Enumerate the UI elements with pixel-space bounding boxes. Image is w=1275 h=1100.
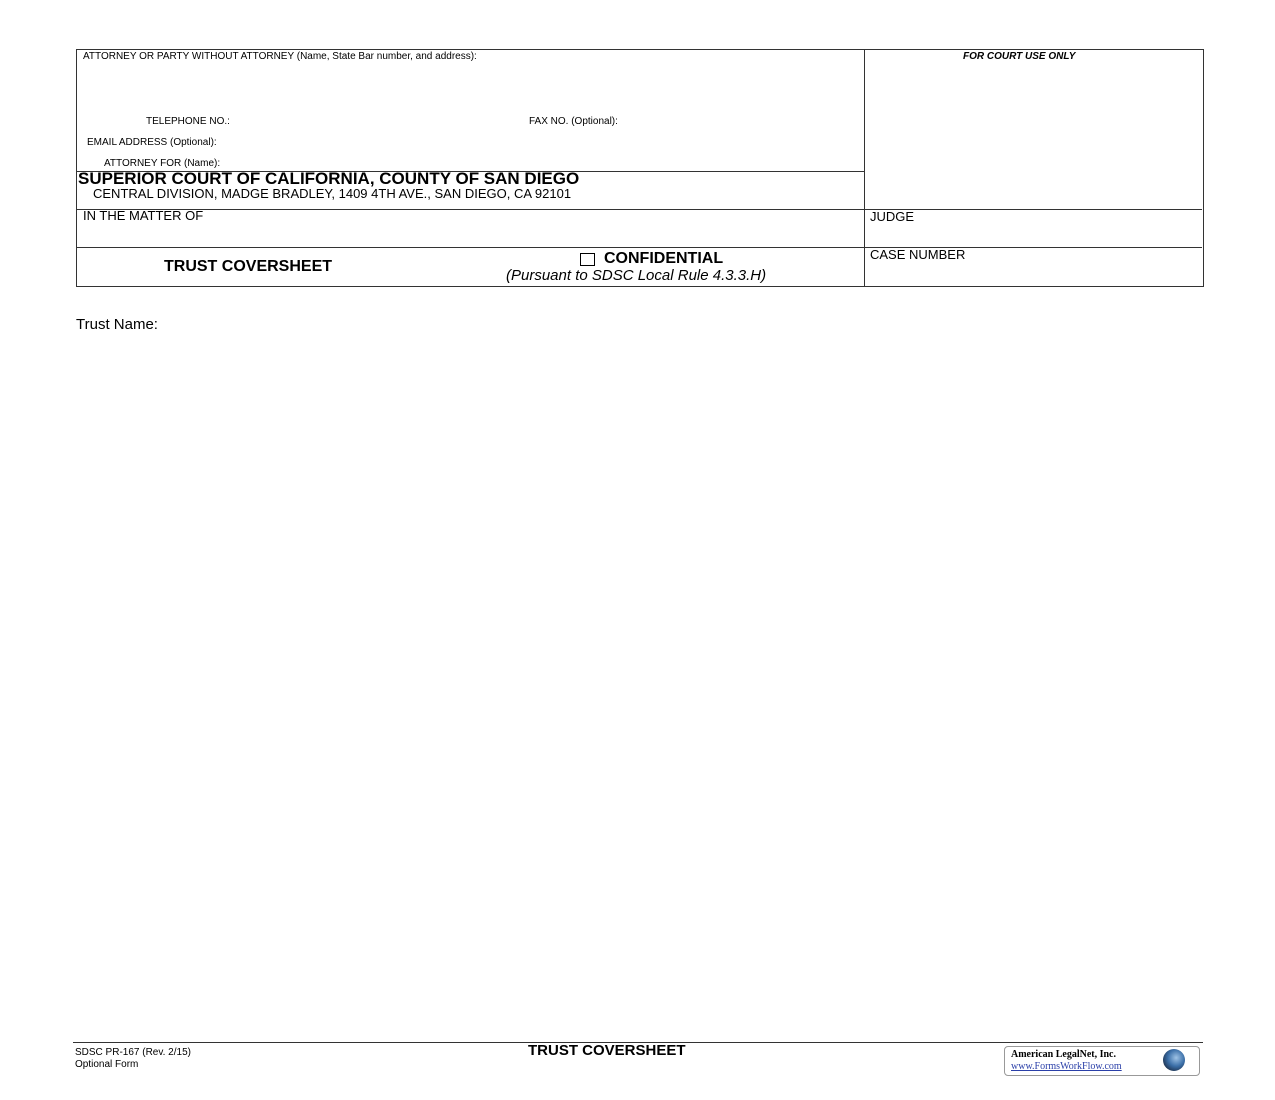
fax-label: FAX NO. (Optional): [529, 116, 618, 127]
vendor-logo [1004, 1046, 1200, 1076]
footer-title: TRUST COVERSHEET [528, 1042, 686, 1059]
telephone-label: TELEPHONE NO.: [146, 116, 230, 127]
attorney-for-label: ATTORNEY FOR (Name): [104, 158, 221, 169]
matter-label: IN THE MATTER OF [83, 208, 204, 223]
confidential-checkbox[interactable] [580, 253, 595, 266]
form-title: TRUST COVERSHEET [164, 258, 333, 275]
judge-label: JUDGE [870, 209, 915, 224]
divider [76, 209, 1202, 210]
confidential-label: CONFIDENTIAL [604, 250, 724, 267]
divider [76, 247, 1202, 248]
globe-icon [1163, 1049, 1185, 1071]
case-number-label: CASE NUMBER [870, 247, 966, 262]
divider [864, 49, 865, 286]
court-use-label: FOR COURT USE ONLY [963, 51, 1076, 62]
confidential-note: (Pursuant to SDSC Local Rule 4.3.3.H) [506, 267, 767, 284]
vendor-url[interactable]: www.FormsWorkFlow.com [1011, 1061, 1122, 1072]
court-address: CENTRAL DIVISION, MADGE BRADLEY, 1409 4TH AVE., SAN DIEGO, CA 92101 [93, 186, 572, 201]
trust-name-label: Trust Name: [76, 316, 158, 333]
court-name: SUPERIOR COURT OF CALIFORNIA, COUNTY OF SAN DIEGO [78, 169, 580, 188]
email-label: EMAIL ADDRESS (Optional): [87, 137, 217, 148]
footer-form-id: SDSC PR-167 (Rev. 2/15) [75, 1047, 191, 1058]
vendor-name: American LegalNet, Inc. [1011, 1049, 1116, 1060]
footer-form-type: Optional Form [75, 1059, 139, 1070]
attorney-label: ATTORNEY OR PARTY WITHOUT ATTORNEY (Name, State Bar number, and address): [83, 51, 477, 62]
